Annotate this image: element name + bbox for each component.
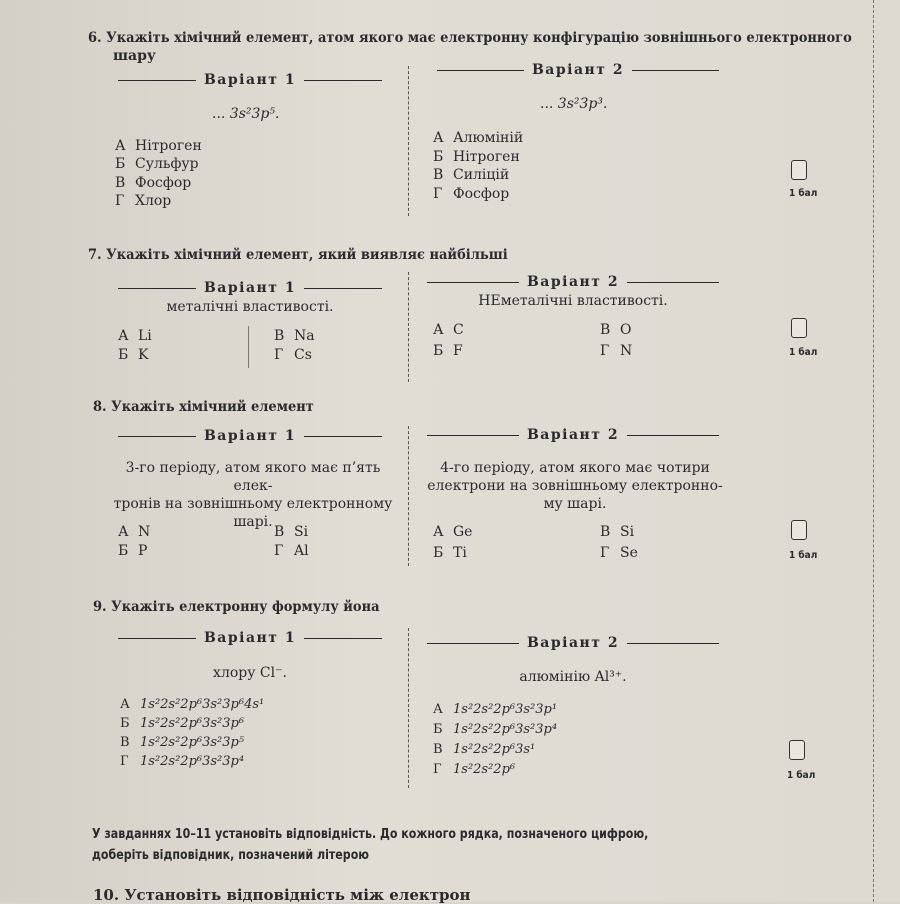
q9-v2-option-d: Г 1s²2s²2p⁶	[433, 762, 516, 777]
q6-title-line2: шару	[113, 48, 156, 64]
q9-variant1-stem: хлору Cl⁻.	[213, 665, 287, 681]
q6-v1-option-a: А Нітроген	[115, 138, 202, 154]
q6-variant1-header	[118, 72, 382, 88]
q8-answer-box[interactable]	[791, 520, 807, 540]
q8-v1-option-c: В Si	[274, 524, 309, 540]
q8-v2-option-d: Г Se	[600, 545, 638, 561]
q8-title	[93, 399, 314, 415]
q8-v2-option-c: В Si	[600, 524, 635, 540]
q7-v1-option-d: Г Cs	[274, 347, 312, 363]
instruction-line2: доберіть відповідник, позначений літерою	[92, 848, 370, 863]
q7-v2-option-a: А C	[433, 322, 464, 338]
q8-variant1-header	[118, 428, 382, 444]
q6-v2-option-a: А Алюміній	[433, 130, 524, 146]
q9-variant2-header	[427, 635, 719, 651]
q6-v1-option-c: В Фосфор	[115, 175, 192, 191]
q9-v2-option-b: Б 1s²2s²2p⁶3s²3p⁴	[433, 722, 558, 737]
q8-variant1-label: Варіант 1	[203, 428, 297, 444]
q8-variant1-stem: 3-го періоду, атом якого має п’ять елек- тронів на зовнішньому електронному шарі.	[113, 460, 393, 530]
q8-v1-option-b: Б P	[118, 543, 148, 559]
q9-v1-option-b: Б 1s²2s²2p⁶3s²3p⁶	[120, 716, 245, 731]
q7-variant2-stem: НЕметалічні властивості.	[478, 293, 668, 309]
q6-variant1-config: ... 3s²3p⁵.	[212, 106, 280, 122]
q7-variant2-header	[427, 274, 719, 290]
q7-variant2-label: Варіант 2	[526, 274, 620, 290]
q9-title-text: Укажіть електронну формулу йона	[111, 599, 380, 615]
q8-variant2-stem: 4-го періоду, атом якого має чотири електрони на зовнішньому електронно- му шарі.	[427, 460, 723, 512]
q8-points: 1 бал	[789, 550, 818, 561]
q6-v2-option-c: В Силіцій	[433, 167, 510, 183]
q8-variant-divider	[408, 426, 409, 566]
q10-title-partial: 10. Установіть відповідність між електрон	[93, 886, 471, 904]
q8-number: 8.	[93, 399, 107, 415]
q6-v2-option-d: Г Фосфор	[433, 186, 510, 202]
q7-answer-box[interactable]	[791, 318, 807, 338]
q7-v1-column-divider	[248, 326, 249, 368]
q7-v1-option-b: Б K	[118, 347, 149, 363]
q7-points: 1 бал	[789, 347, 818, 358]
q6-variant1-label: Варіант 1	[203, 72, 297, 88]
q9-v1-option-a: А 1s²2s²2p⁶3s²3p⁶4s¹	[120, 697, 265, 712]
q6-v1-option-b: Б Сульфур	[115, 156, 199, 172]
q6-answer-box[interactable]	[791, 160, 807, 180]
q9-variant-divider	[408, 628, 409, 788]
q6-variant-divider	[408, 66, 409, 216]
q9-number: 9.	[93, 599, 107, 615]
q7-v1-option-c: В Na	[274, 328, 315, 344]
q6-points: 1 бал	[789, 188, 818, 199]
q7-v2-option-c: В O	[600, 322, 632, 338]
q6-v2-option-b: Б Нітроген	[433, 149, 520, 165]
q7-variant-divider	[408, 272, 409, 382]
q8-v2-option-b: Б Ti	[433, 545, 467, 561]
instruction-line1: У завданнях 10–11 установіть відповідність. До кожного рядка, позначеного цифрою,	[92, 827, 649, 842]
q6-variant2-config: ... 3s²3p³.	[540, 96, 608, 112]
q9-title	[93, 599, 380, 615]
q6-number: 6.	[88, 30, 102, 46]
q6-variant2-header	[437, 62, 719, 78]
q9-v2-option-c: В 1s²2s²2p⁶3s¹	[433, 742, 536, 757]
q7-variant1-label: Варіант 1	[203, 280, 297, 296]
q6-title-line1: Укажіть хімічний елемент, атом якого має електронну конфігурацію зовнішнього електронного	[106, 30, 852, 46]
q7-title	[88, 247, 508, 263]
q7-title-text: Укажіть хімічний елемент, який виявляє найбільші	[106, 247, 508, 263]
q9-v1-option-d: Г 1s²2s²2p⁶3s²3p⁴	[120, 754, 245, 769]
q9-v1-option-c: В 1s²2s²2p⁶3s²3p⁵	[120, 735, 245, 750]
q6-variant2-label: Варіант 2	[531, 62, 625, 78]
q9-variant1-label: Варіант 1	[203, 630, 297, 646]
q9-answer-box[interactable]	[789, 740, 805, 760]
q7-number: 7.	[88, 247, 102, 263]
q9-v2-option-a: А 1s²2s²2p⁶3s²3p¹	[433, 702, 558, 717]
q7-v1-option-a: А Li	[118, 328, 152, 344]
q6-title	[88, 30, 852, 46]
q9-variant1-header	[118, 630, 382, 646]
q8-title-text: Укажіть хімічний елемент	[111, 399, 314, 415]
cut-line	[873, 0, 874, 902]
q7-variant1-header	[118, 280, 382, 296]
q8-v1-option-a: А N	[118, 524, 151, 540]
q8-variant2-label: Варіант 2	[526, 427, 620, 443]
q9-points: 1 бал	[787, 770, 816, 781]
q8-v1-option-d: Г Al	[274, 543, 309, 559]
q7-v2-option-d: Г N	[600, 343, 633, 359]
q7-variant1-stem: металічні властивості.	[166, 299, 334, 315]
q9-variant2-label: Варіант 2	[526, 635, 620, 651]
q6-v1-option-d: Г Хлор	[115, 193, 172, 209]
q8-v2-option-a: А Ge	[433, 524, 473, 540]
q7-v2-option-b: Б F	[433, 343, 463, 359]
q9-variant2-stem: алюмінію Al³⁺.	[519, 669, 627, 685]
q8-variant2-header	[427, 427, 719, 443]
